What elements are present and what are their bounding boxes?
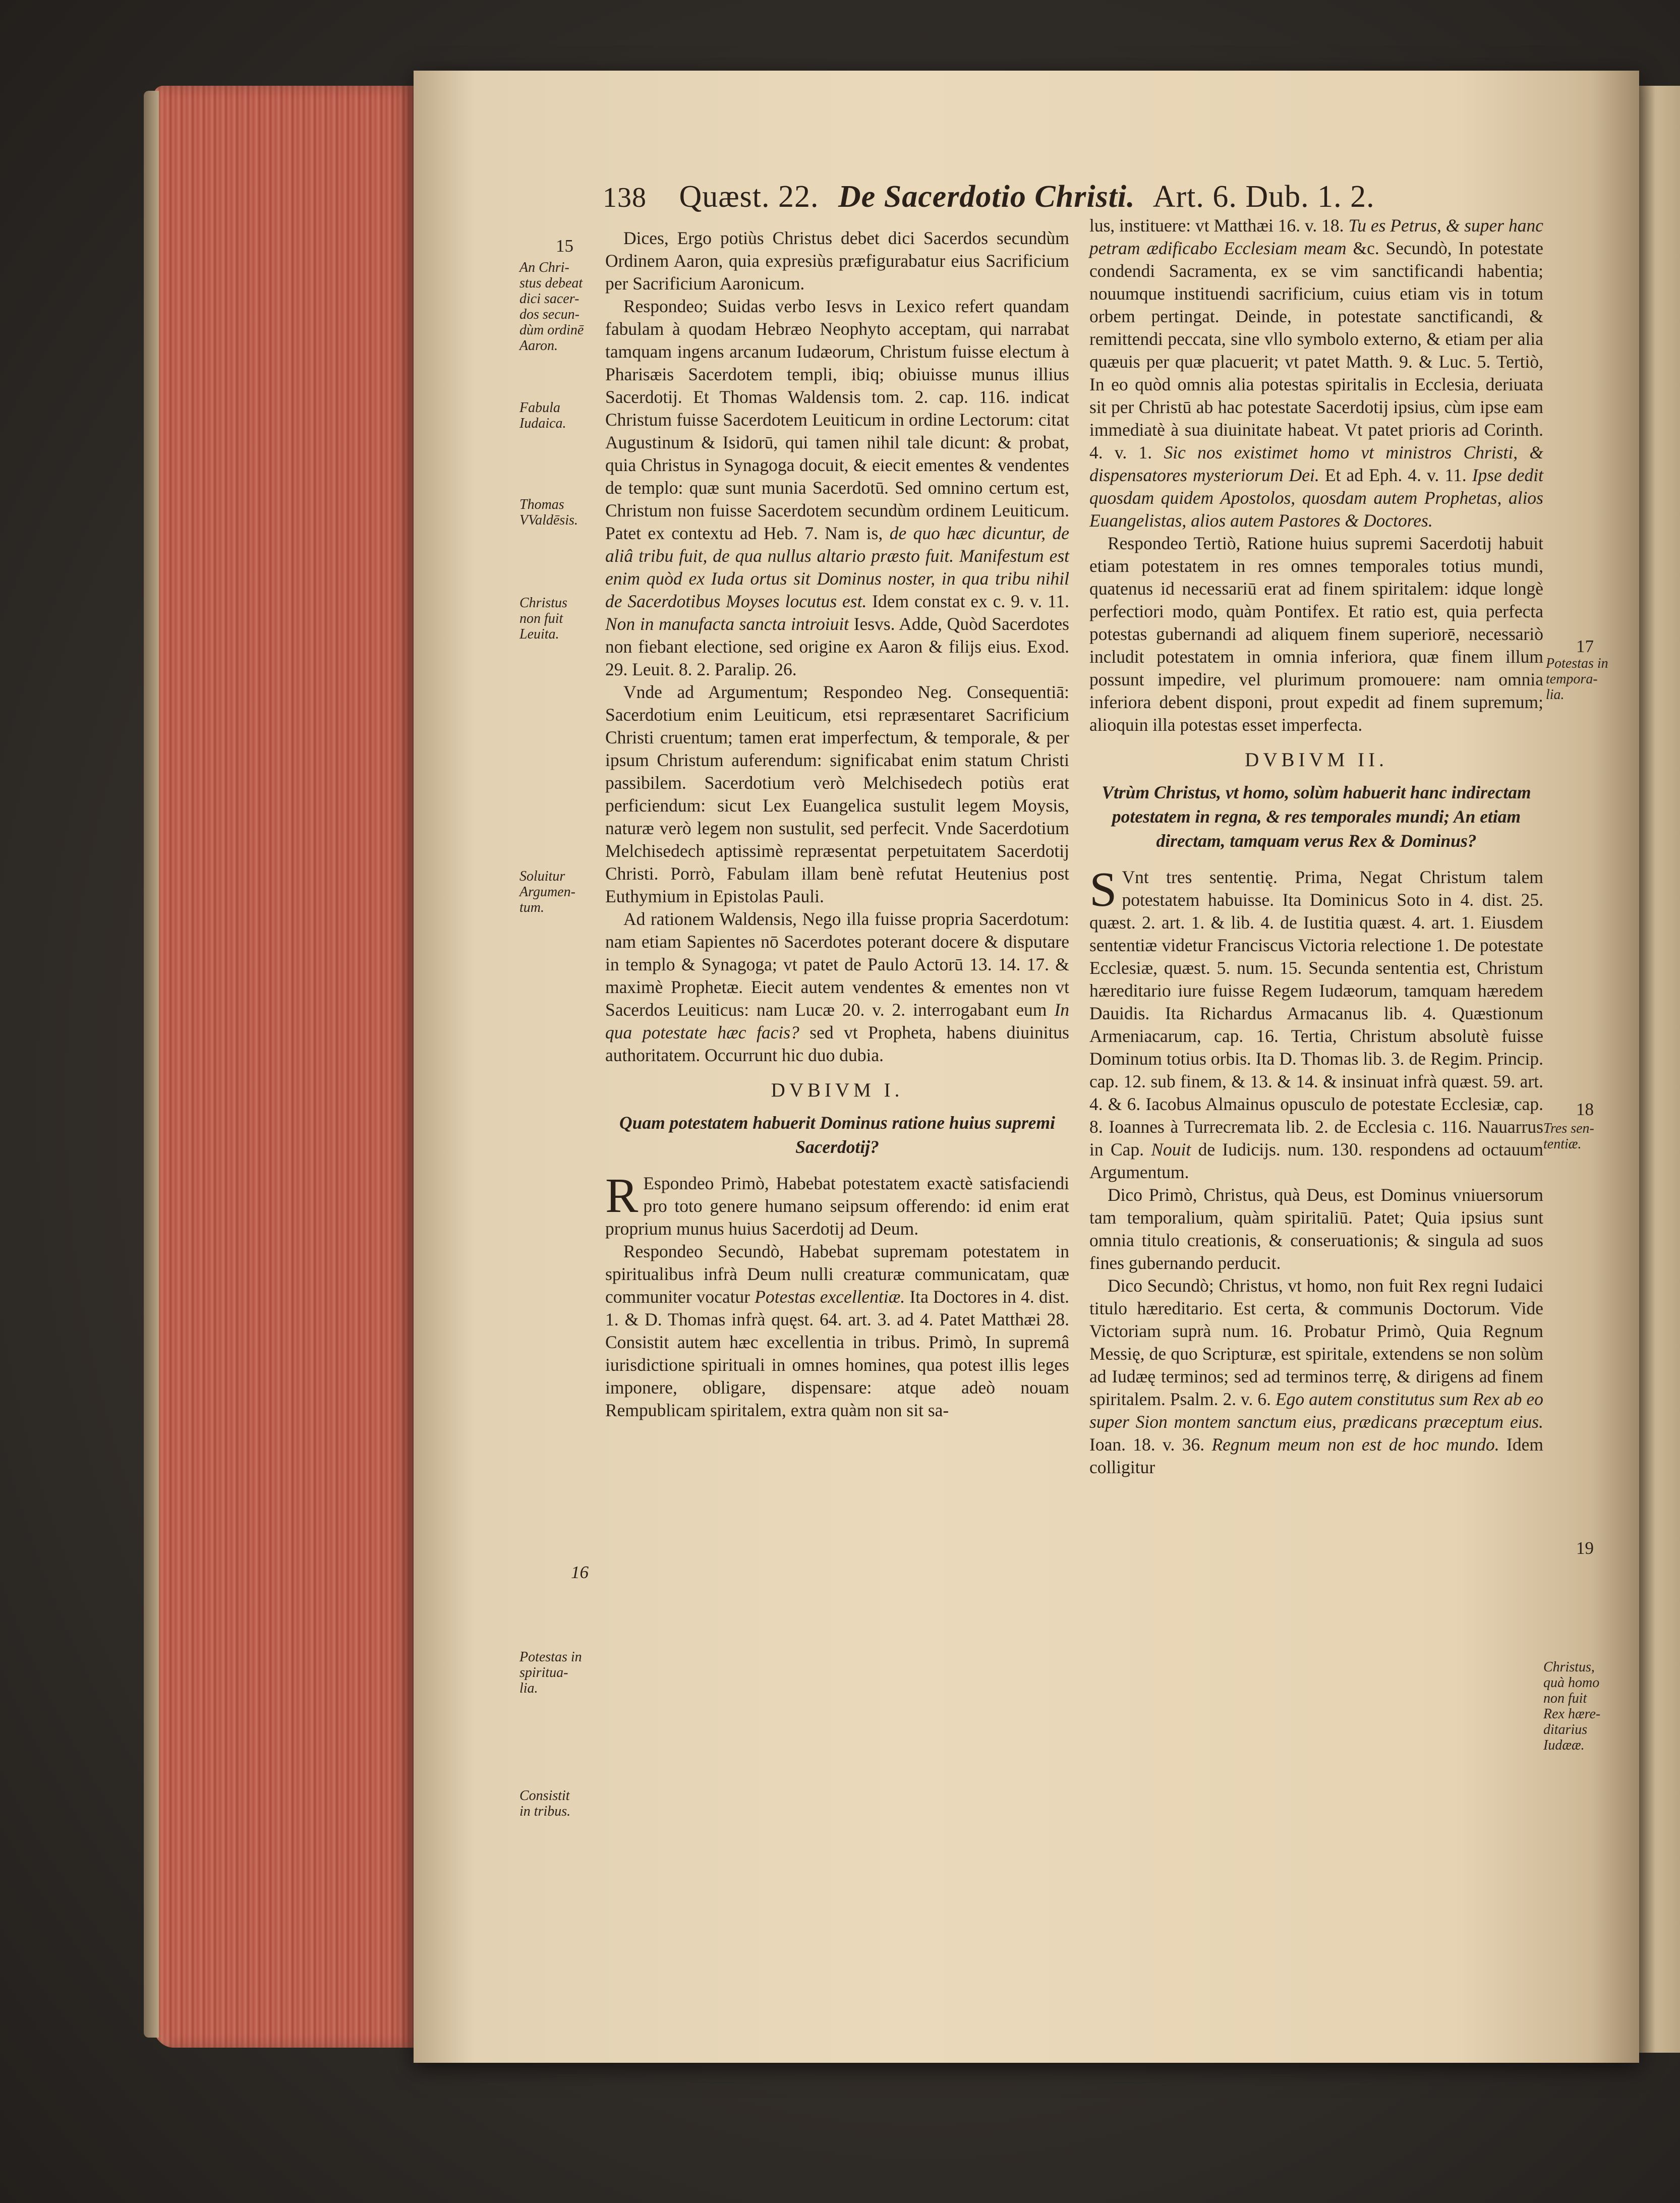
- margin-number: 18: [1576, 1099, 1594, 1119]
- paragraph-text: Vnt tres sententię. Prima, Negat Christum talem potestatem habuisse. Ita Dominicus Soto in 4. dist. 25. quæst. 2. art. 1. & lib. 4. de Iustitia quæst. 4. art. 1. Eiusdem sententiæ videtur Franciscus Victoria relectione 1. De potestate Ecclesiæ, quæst. 5. num. 15. Secunda sententia est, Christum hæreditario iure fuisse Regem Iudæorum, tamquam hæredem Dauidis. Ita Richardus Armacanus lib. 4. Quæstionum Armeniacarum, cap. 16. Tertia, Christum absolutè fuisse Dominum totius orbis. Ita D. Thomas lib. 3. de Regim. Princip. cap. 12. sub finem, & 13. & 14. & insinuat infrà quæst. 59. art. 4. & 6. Iacobus Almainus opusculo de potestate Ecclesiæ, cap. 8. Ioannes à Turrecremata lib. 2. de Ecclesia c. 116. Nauarrus in Cap.: [1089, 867, 1543, 1160]
- paragraph: Respondeo Tertiò, Ratione huius supremi Sacerdotij habuit etiam potestatem in res omnes temporales totius mundi, quatenus id necessariū erat ad finem spiritalem: idque longè perfectiori modo, quàm Pontifex. Et ratio est, quia perfecta potestas gubernandi ad aliquem finem superiorē, necessariò includit potestatem in omnia inferiora, quæ finem illum possunt impedire, vel plurimum promouere: nam omnia inferiora debent disponi, prout expedit ad finem supremum; alioquin illa potestas esset imperfecta.: [1089, 533, 1543, 735]
- paragraph-text: Espondeo Primò, Habebat potestatem exactè satisfaciendi pro toto genere humano seipsum offerendo: id enim erat proprium munus huius Sacerdotij ad Deum.: [605, 1173, 1069, 1239]
- scripture-quote: Sic nos existimet homo vt ministros Christi, & dispensatores mysteriorum Dei.: [1089, 442, 1543, 485]
- scripture-quote: de quo hæc dicuntur, de aliâ tribu fuit, de qua nullus altario præsto fuit. Manifestum est enim quòd ex Iuda ortus sit Dominus noster, in qua tribu nihil de Sacerdotibus Moyses locutus est.: [605, 523, 1069, 611]
- paragraph-text: Ioan. 18. v. 36.: [1089, 1434, 1205, 1455]
- scripture-quote: In qua potestate hæc facis?: [605, 1000, 1070, 1042]
- margin-note: Tres sen- tentiæ.: [1543, 1121, 1594, 1152]
- scripture-quote: Tu es Petrus, & super hanc petram ædificabo Ecclesiam meam: [1089, 215, 1544, 258]
- paragraph-text: Ad rationem Waldensis, Nego illa fuisse propria Sacerdotum: nam etiam Sapientes nō Sacerdotes poterant docere & disputare in templo & Synagoga; vt patet de Paulo Actorū 13. 14. 17. & maximè Prophetæ. Eiecit autem vendentes & ementes non vt Sacerdos Leuiticus: nam Lucæ 20. v. 2. interrogabant eum: [605, 909, 1069, 1020]
- margin-note: Potestas in tempora- lia.: [1546, 656, 1608, 703]
- paragraph: Dices, Ergo potiùs Christus debet dici Sacerdos secundùm Ordinem Aaron, quia expresiùs præfigurabatur eius Sacrificium per Sacrificium Aaronicum.: [605, 228, 1069, 294]
- paragraph-text: Et ad Eph. 4. v. 11.: [1324, 465, 1467, 485]
- term-italic: Potestas excellentiæ.: [755, 1287, 905, 1307]
- term-italic: Nouit: [1151, 1139, 1191, 1160]
- section-heading: DVBIVM I.: [771, 1079, 904, 1101]
- section-heading: DVBIVM II.: [1245, 749, 1388, 771]
- scripture-quote: Ipse dedit quosdam quidem Apostolos, quosdam autem Prophetas, alios Euangelistas, alios autem Pastores & Doctores.: [1089, 465, 1543, 531]
- paragraph-text: Idem colligitur: [1089, 1434, 1543, 1477]
- paragraph-text: Idem constat ex c. 9. v. 11.: [872, 591, 1070, 611]
- left-column: [605, 227, 1069, 1952]
- scripture-quote: Regnum meum non est de hoc mundo.: [1211, 1434, 1499, 1455]
- margin-note: Potestas in spiritua- lia.: [519, 1649, 582, 1696]
- scripture-quote: Non in manufacta sancta introiuit: [605, 614, 849, 634]
- right-column: [1089, 214, 1543, 1949]
- page-title: De Sacerdotio Christi.: [838, 180, 1135, 214]
- paragraph-text: Respondeo; Suidas verbo Iesvs in Lexico refert quandam fabulam à quodam Hebræo Neophyto acceptam, qui narrabat tamquam ingens arcanum Iudæorum, Christum fuisse electum à Pharisæis Sacerdotem templi, ibiq; obiuisse munus illius Sacerdotij. Et Thomas Waldensis tom. 2. cap. 116. indicat Christum fuisse Sacerdotem Leuiticum in ordine Lectorum: citat Augustinum & Isidorū, qui tamen nihil tale dicunt: & probat, quia Christus in Synagoga docuit, & eiecit ementes & vendentes de templo: quæ sunt munia Sacerdotū. Sed omnino certum est, Christum non fuisse Sacerdotem secundùm ordinem Leuiticum. Patet ex contextu ad Heb. 7. Nam is,: [605, 296, 1069, 543]
- drop-cap: S: [1089, 862, 1117, 917]
- margin-number: 17: [1576, 636, 1594, 656]
- drop-cap: R: [605, 1169, 639, 1223]
- section-question: Quam potestatem habuerit Dominus ratione huius supremi Sacerdotij?: [619, 1113, 1056, 1157]
- margin-note: Thomas VValdēsis.: [519, 497, 578, 528]
- paragraph: [1089, 214, 1543, 532]
- quaestio-label: Quæst. 22.: [679, 180, 819, 214]
- facing-page-edge: [1639, 86, 1680, 2053]
- margin-note: Soluitur Argumen- tum.: [519, 868, 575, 915]
- page-edges: [154, 86, 419, 2048]
- paragraph: [1089, 862, 1543, 1184]
- margin-note: Christus, quà homo non fuit Rex hære- ditarius Iudææ.: [1543, 1659, 1601, 1753]
- paragraph-text: lus, instituere: vt Matthæi 16. v. 18.: [1089, 215, 1344, 236]
- paragraph-text: Dico Secundò; Christus, vt homo, non fuit Rex regni Iudaici titulo hæreditario. Est certa, & communis Doctorum. Vide Victoriam suprà num. 16. Probatur Primò, Quia Regnum Messię, de quo Scripturæ, est spiritale, extendens se non solùm ad Iudæę terminos; sed ad terminos terrę, & dirigens ad finem spiritalem. Psalm. 2. v. 6.: [1089, 1276, 1543, 1409]
- margin-note: Christus non fuit Leuita.: [519, 595, 567, 642]
- paragraph-text: sed vt Propheta, habens diuinitus authoritatem. Occurrunt hic duo dubia.: [605, 1022, 1069, 1065]
- margin-note: Fabula Iudaica.: [519, 400, 566, 431]
- section-question: Vtrùm Christus, vt homo, solùm habuerit hanc indirectam potestatem in regna, & res temporales mundi; An etiam directam, tamquam verus Rex & Dominus?: [1102, 782, 1531, 851]
- paragraph: [605, 295, 1069, 681]
- paragraph-text: Respondeo Secundò, Habebat supremam potestatem in spiritualibus infrà Deum nulli creaturæ communicatam, quæ communiter vocatur: [605, 1241, 1069, 1307]
- margin-number: 16: [571, 1562, 589, 1582]
- paragraph-text: &c. Secundò, In potestate condendi Sacramenta, ex se vim sanctificandi habentia; nouumque instituendi sacrificium, cuius etiam vis in totum orbem pertingat. Deinde, in potestate sanctificandi, & remittendi peccata, sine vllo symbolo externo, & etiam per alia quæuis per quæ placuerit; vt patet Matth. 9. & Luc. 5. Tertiò, In eo quòd omnis alia potestas spiritalis in Ecclesia, deriuata sit per Christū ab hac potestate Sacerdotij ipsius, cùm ipse eam immediatè à sua diuinitate habeat. Vt patet prioris ad Corinth. 4. v. 1.: [1089, 238, 1544, 462]
- paragraph-text: Ita Doctores in 4. dist. 1. & D. Thomas infrà quęst. 64. art. 3. ad 4. Patet Matthæi 28. Consistit autem hæc excellentia in tribus. Primò, In supremâ iurisdictione spirituali in omnes homines, qua potest illis leges imponere, obligare, dispensare: atque adeò nouam Rempublicam spiritalem, extra quàm non sit sa-: [605, 1287, 1070, 1420]
- paragraph: [1089, 1274, 1543, 1479]
- paragraph: [605, 1240, 1069, 1422]
- margin-number: 19: [1576, 1538, 1594, 1558]
- paragraph: Vnde ad Argumentum; Respondeo Neg. Consequentiā: Sacerdotium enim Leuiticum, etsi repræsentaret Sacrificium Christi cruentum; tamen erat imperfectum, & temporale, & per ipsum Christum auferendum: significabat enim statum Christi passibilem. Sacerdotium verò Melchisedech potiùs erat perficiendum: sicut Lex Euangelica sustulit legem Moysis, naturæ verò legem non sustulit, sed perfecit. Vnde Sacerdotium Melchisedech aptissimè repræsentat perpetuitatem Sacerdotij Christi. Porrò, Fabulam illam benè refutat Heutenius post Euthymium in Epistolas Pauli.: [605, 682, 1069, 906]
- paragraph-text: de Iudicijs. num. 130. respondens ad octauum Argumentum.: [1089, 1139, 1543, 1182]
- scripture-quote: Ego autem constitutus sum Rex ab eo super Sion montem sanctum eius, prædicans præceptum eius.: [1089, 1389, 1544, 1432]
- paragraph-text: Iesvs. Adde, Quòd Sacerdotes non fiebant electione, sed origine ex Aaron & filijs eius. Exod. 29. Leuit. 8. 2. Paralip. 26.: [605, 614, 1069, 679]
- margin-note: Consistit in tribus.: [519, 1788, 571, 1819]
- paragraph: [605, 908, 1069, 1067]
- page-number: 138: [603, 182, 647, 213]
- paragraph: [605, 1169, 1069, 1240]
- paragraph: Dico Primò, Christus, quà Deus, est Dominus vniuersorum tam temporalium, quàm spiritaliū. Patet; Quia ipsius sunt omnia titulo creationis, & conseruationis; & singula ad suos fines gubernando perducit.: [1089, 1185, 1543, 1273]
- margin-note: An Chri- stus debeat dici sacer- dos secun- dùm ordinē Aaron.: [519, 260, 584, 354]
- margin-number: 15: [556, 236, 573, 256]
- article-label: Art. 6. Dub. 1. 2.: [1152, 180, 1375, 214]
